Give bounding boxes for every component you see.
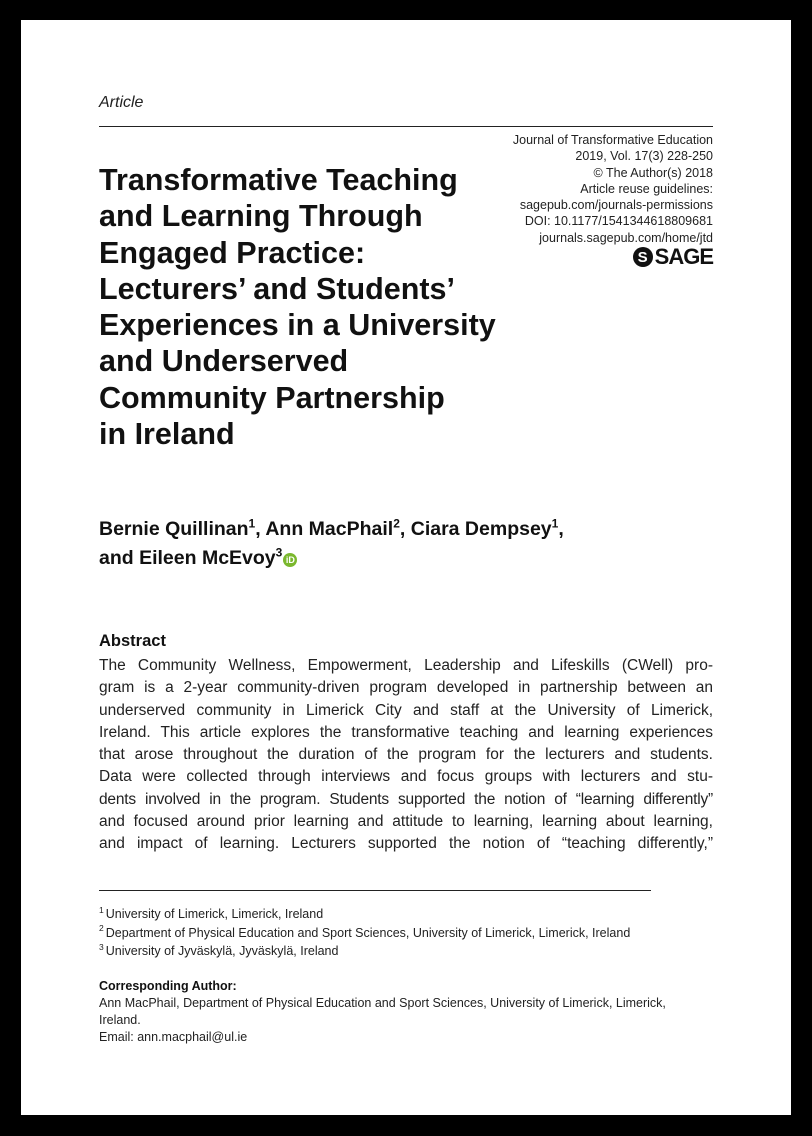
footnote-number: 1 — [99, 904, 104, 915]
title-line: Lecturers’ and Students’ — [99, 271, 455, 306]
footnote-text: University of Jyväskylä, Jyväskylä, Ireland — [105, 944, 339, 959]
footnote — [99, 905, 713, 924]
doi-text[interactable]: DOI: 10.1177/1541344618809681 — [524, 214, 713, 229]
footnote-rule — [99, 890, 651, 891]
footnote-number: 3 — [99, 942, 104, 953]
abstract-line: that arose throughout the duration of the program for the lecturers and students. — [99, 746, 713, 764]
author-line — [99, 544, 719, 573]
author-name: Ann MacPhail — [265, 518, 394, 540]
author-list — [99, 515, 719, 573]
abstract-line: Ireland. This article explores the transformative teaching and learning experiences — [99, 723, 713, 741]
footnote-text: Department of Physical Education and Sport Sciences, University of Limerick, Limerick, Ireland — [105, 925, 631, 940]
affiliation-marker: 3 — [275, 545, 283, 560]
abstract-line: Data were collected through interviews and focus groups with lecturers and stu- — [99, 768, 713, 786]
author-separator: , — [255, 518, 266, 540]
title-line: Transformative Teaching — [99, 163, 458, 197]
journal-copyright: © The Author(s) 2018 — [593, 165, 713, 180]
title-line: Experiences in a University — [99, 308, 496, 343]
title-line: and Underserved — [99, 344, 349, 379]
abstract-line: dents involved in the program. Students supported the notion of “learning differently” — [99, 790, 713, 808]
journal-home-link[interactable]: journals.sagepub.com/home/jtd — [539, 230, 713, 245]
title-line: and Learning Through — [99, 199, 423, 234]
permissions-link[interactable]: sagepub.com/journals-permissions — [519, 198, 713, 213]
corresponding-author-heading: Corresponding Author: — [99, 979, 237, 993]
orcid-icon[interactable]: iD — [283, 553, 297, 567]
author-name: Bernie Quillinan — [99, 518, 249, 540]
sage-wordmark: SAGE — [654, 244, 713, 269]
header-rule — [99, 126, 713, 127]
article-page — [21, 20, 791, 1115]
corresponding-email[interactable]: Email: ann.macphail@ul.ie — [99, 1030, 248, 1044]
footnote — [99, 942, 713, 961]
sage-mark-icon: S — [633, 247, 653, 267]
author-separator: , — [558, 518, 564, 540]
title-line: in Ireland — [99, 417, 235, 452]
author-line — [99, 515, 719, 544]
footnote-text: University of Limerick, Limerick, Ireland — [105, 907, 324, 921]
corresponding-author — [99, 978, 713, 1046]
author-separator: , — [399, 518, 411, 540]
article-type-label: Article — [99, 94, 144, 111]
abstract-body — [99, 655, 713, 856]
corresponding-address-cont: Ireland. — [99, 1013, 141, 1027]
journal-name: Journal of Transformative Education — [512, 133, 713, 147]
abstract-line: underserved community in Limerick City and staff at the University of Limerick, — [99, 701, 713, 719]
title-line: Engaged Practice: — [99, 235, 366, 270]
affiliation-marker: 1 — [551, 516, 559, 531]
abstract-heading: Abstract — [99, 632, 166, 650]
reuse-guidelines-label: Article reuse guidelines: — [580, 181, 713, 196]
author-name: Ciara Dempsey — [410, 518, 552, 540]
author-name: and Eileen McEvoy — [99, 547, 276, 569]
corresponding-address: Ann MacPhail, Department of Physical Education and Sport Sciences, University of Limerick, Limerick, — [99, 996, 666, 1010]
abstract-line: The Community Wellness, Empowerment, Leadership and Lifeskills (CWell) pro- — [99, 657, 713, 674]
affiliation-footnotes — [99, 905, 713, 961]
journal-volume: 2019, Vol. 17(3) 228-250 — [575, 149, 713, 164]
title-line: Community Partnership — [99, 380, 445, 415]
abstract-line: and focused around prior learning and attitude to learning, learning about learning, — [99, 813, 713, 831]
footnote-number: 2 — [99, 923, 104, 934]
affiliation-marker: 1 — [248, 516, 256, 531]
abstract-line: gram is a 2-year community-driven program developed in partnership between an — [99, 679, 713, 697]
abstract-line: and impact of learning. Lecturers supported the notion of “teaching differently,” — [99, 835, 713, 853]
affiliation-marker: 2 — [393, 516, 400, 531]
footnote — [99, 924, 713, 943]
sage-logo — [633, 244, 713, 270]
article-title — [99, 162, 539, 452]
